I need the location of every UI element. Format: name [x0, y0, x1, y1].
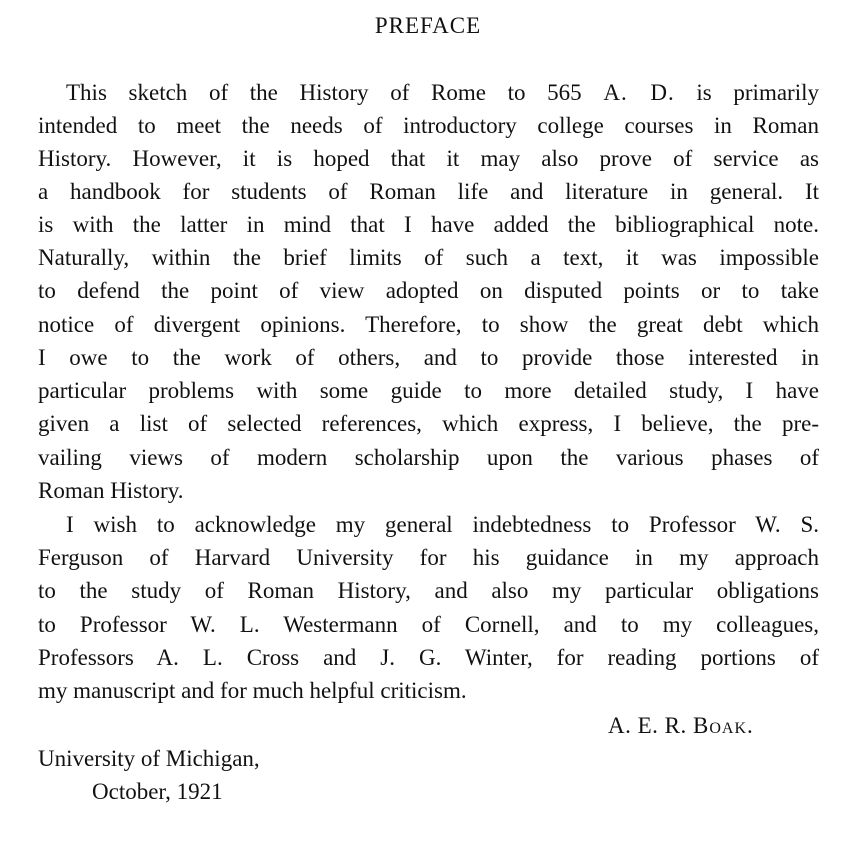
paragraph-2-line-6: my manuscript and for much helpful criticism. — [38, 678, 467, 703]
paragraph-2-line-3: to the study of Roman History, and also my particular obligations — [38, 578, 819, 603]
paragraph-1-line-10: particular problems with some guide to more detailed study, I have — [38, 378, 819, 403]
paragraph-1-line-11: given a list of selected references, which express, I believe, the pre- — [38, 411, 819, 436]
paragraph-1-line-2: intended to meet the needs of introductory college courses in Roman — [38, 113, 819, 138]
paragraph-2-line-2: Ferguson of Harvard University for his guidance in my approach — [38, 545, 819, 570]
paragraph-2-line-4: to Professor W. L. Westermann of Cornell, and to my colleagues, — [38, 612, 819, 637]
paragraph-2-line-5: Professors A. L. Cross and J. G. Winter, for reading portions of — [38, 645, 819, 670]
page-title: PREFACE — [374, 13, 482, 38]
paragraph-1-line-9: I owe to the work of others, and to provide those interested in — [38, 345, 819, 370]
paragraph-1-line-4: a handbook for students of Roman life and literature in general. It — [38, 179, 819, 204]
paragraph-1-line-3: History. However, it is hoped that it may also prove of service as — [38, 146, 819, 171]
paragraph-1-line-7: to defend the point of view adopted on disputed points or to take — [38, 278, 819, 303]
author-signature: A. E. R. Boak. — [608, 713, 754, 738]
paragraph-1-line-12: vailing views of modern scholarship upon the various phases of — [38, 445, 819, 470]
paragraph-1-line-13: Roman History. — [38, 478, 184, 503]
paragraph-1-line-5: is with the latter in mind that I have added the bibliographical note. — [38, 212, 819, 237]
paragraph-1-line-8: notice of divergent opinions. Therefore, to show the great debt which — [38, 312, 819, 337]
author-surname: Boak. — [693, 713, 754, 738]
paragraph-1-line-6: Naturally, within the brief limits of such a text, it was impossible — [38, 245, 819, 270]
paragraph-2-line-1: I wish to acknowledge my general indebtedness to Professor W. S. — [66, 512, 819, 537]
date-line: October, 1921 — [92, 779, 223, 804]
paragraph-1-line-1: This sketch of the History of Rome to 565 A. D. is primarily — [66, 80, 819, 105]
institution-line: University of Michigan, — [38, 746, 260, 771]
era-abbreviation: A. D. — [603, 80, 675, 105]
